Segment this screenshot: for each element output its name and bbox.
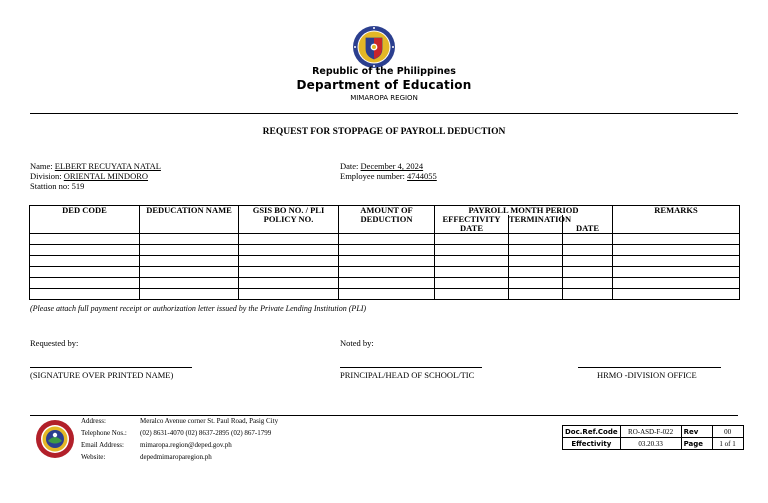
- table-row: [30, 234, 740, 245]
- table-cell[interactable]: [509, 289, 563, 300]
- employee-number-value: 4744055: [407, 171, 437, 181]
- table-cell[interactable]: [613, 234, 740, 245]
- employee-info-left: [30, 161, 161, 191]
- table-row: [30, 267, 740, 278]
- effectivity-label: Effectivity: [563, 438, 621, 450]
- table-cell[interactable]: [435, 278, 509, 289]
- table-cell[interactable]: [30, 234, 140, 245]
- table-cell[interactable]: [140, 245, 239, 256]
- table-row: [30, 289, 740, 300]
- table-cell[interactable]: [563, 267, 613, 278]
- table-cell[interactable]: [435, 289, 509, 300]
- table-cell[interactable]: [30, 278, 140, 289]
- email-label: Email Address:: [81, 441, 124, 449]
- docref-code-label: Doc.Ref.Code: [563, 426, 621, 438]
- noted-by-label: Noted by:: [340, 338, 374, 348]
- page-label: Page: [681, 438, 712, 450]
- rev-value: 00: [712, 426, 743, 438]
- signature-line-hrmo: [578, 367, 721, 368]
- docref-row: [563, 426, 744, 438]
- amount-header: AMOUNT OF DEDUCTION: [339, 206, 435, 234]
- table-cell[interactable]: [239, 267, 339, 278]
- table-cell[interactable]: [509, 267, 563, 278]
- date-row: [340, 161, 437, 171]
- table-cell[interactable]: [435, 256, 509, 267]
- table-header-row: [30, 206, 740, 216]
- table-cell[interactable]: [509, 278, 563, 289]
- table-cell[interactable]: [339, 267, 435, 278]
- table-cell[interactable]: [613, 278, 740, 289]
- table-cell[interactable]: [30, 245, 140, 256]
- table-cell[interactable]: [435, 245, 509, 256]
- deped-seal-logo: [352, 25, 396, 69]
- table-cell[interactable]: [613, 245, 740, 256]
- republic-heading: Republic of the Philippines: [312, 66, 456, 77]
- employee-info-right: [340, 161, 437, 181]
- station-label: Stattion no:: [30, 181, 70, 191]
- division-row: [30, 171, 161, 181]
- email-value: mimaropa.region@deped.gov.ph: [140, 441, 232, 449]
- gsis-policy-header: GSIS BO NO. / PLI POLICY NO.: [239, 206, 339, 234]
- employee-number-label: Employee number:: [340, 171, 405, 181]
- table-cell[interactable]: [239, 289, 339, 300]
- deduction-table: [29, 205, 740, 300]
- table-cell[interactable]: [339, 278, 435, 289]
- table-cell[interactable]: [30, 267, 140, 278]
- attachment-note: (Please attach full payment receipt or authorization letter issued by the Private Lending Institution (PLI): [30, 304, 367, 313]
- name-value: ELBERT RECUYATA NATAL: [54, 161, 161, 171]
- table-cell[interactable]: [140, 234, 239, 245]
- table-cell[interactable]: [435, 234, 509, 245]
- table-cell[interactable]: [239, 256, 339, 267]
- table-cell[interactable]: [140, 256, 239, 267]
- rev-label: Rev: [681, 426, 712, 438]
- region-seal-logo: [35, 419, 75, 459]
- signature-caption: (SIGNATURE OVER PRINTED NAME): [30, 370, 174, 380]
- table-cell[interactable]: [613, 267, 740, 278]
- region-heading: MIMAROPA REGION: [350, 94, 418, 102]
- table-cell[interactable]: [140, 267, 239, 278]
- table-cell[interactable]: [563, 289, 613, 300]
- page-value: 1 of 1: [712, 438, 743, 450]
- station-value: 519: [71, 181, 85, 191]
- table-cell[interactable]: [613, 289, 740, 300]
- effectivity-header: EFFECTIVITY DATE: [435, 215, 509, 234]
- table-cell[interactable]: [563, 278, 613, 289]
- address-value: Meralco Avenue corner St. Paul Road, Pasig City: [140, 417, 279, 425]
- effectivity-value: 03.20.33: [620, 438, 681, 450]
- table-cell[interactable]: [563, 234, 613, 245]
- table-cell[interactable]: [563, 245, 613, 256]
- footer-labels: [81, 415, 127, 463]
- telephone-value: (02) 8631-4070 (02) 8637-2895 (02) 867-1799: [140, 429, 272, 437]
- table-cell[interactable]: [239, 234, 339, 245]
- remarks-header: REMARKS: [613, 206, 740, 234]
- deduction-name-header: DEDUCATION NAME: [140, 206, 239, 234]
- footer-values: [140, 415, 278, 463]
- ded-code-header: DED CODE: [30, 206, 140, 234]
- table-cell[interactable]: [509, 245, 563, 256]
- table-cell[interactable]: [239, 278, 339, 289]
- table-cell[interactable]: [339, 289, 435, 300]
- telephone-label: Telephone Nos.:: [81, 429, 127, 437]
- table-cell[interactable]: [140, 278, 239, 289]
- table-cell[interactable]: [339, 234, 435, 245]
- table-row: [30, 256, 740, 267]
- table-cell[interactable]: [30, 256, 140, 267]
- table-cell[interactable]: [339, 256, 435, 267]
- document-reference-table: [562, 425, 744, 450]
- payroll-period-header: PAYROLL MONTH PERIOD: [435, 206, 613, 216]
- date-label: Date:: [340, 161, 359, 171]
- signature-line-requester: [30, 367, 192, 368]
- website-label: Website:: [81, 453, 106, 461]
- table-cell[interactable]: [140, 289, 239, 300]
- division-label: Division:: [30, 171, 62, 181]
- docref-code-value: RO-ASD-F-022: [620, 426, 681, 438]
- header-divider: [30, 113, 738, 114]
- name-row: [30, 161, 161, 171]
- date-header: DATE: [563, 215, 613, 234]
- table-cell[interactable]: [509, 256, 563, 267]
- table-cell[interactable]: [30, 289, 140, 300]
- table-row: [30, 245, 740, 256]
- department-heading: Department of Education: [296, 78, 472, 92]
- hrmo-caption: HRMO -DIVISION OFFICE: [597, 370, 697, 380]
- station-row: [30, 181, 161, 191]
- table-cell[interactable]: [509, 234, 563, 245]
- table-cell[interactable]: [239, 245, 339, 256]
- table-cell[interactable]: [563, 256, 613, 267]
- footer-divider: [30, 415, 738, 416]
- name-label: Name:: [30, 161, 53, 171]
- date-value: December 4, 2024: [360, 161, 424, 171]
- address-label: Address:: [81, 417, 106, 425]
- table-cell[interactable]: [339, 245, 435, 256]
- docref-row: [563, 438, 744, 450]
- employee-number-row: [340, 171, 437, 181]
- form-title: REQUEST FOR STOPPAGE OF PAYROLL DEDUCTION: [262, 127, 506, 137]
- signature-line-principal: [340, 367, 482, 368]
- division-value: ORIENTAL MINDORO: [63, 171, 149, 181]
- table-cell[interactable]: [435, 267, 509, 278]
- requested-by-label: Requested by:: [30, 338, 79, 348]
- table-cell[interactable]: [613, 256, 740, 267]
- principal-caption: PRINCIPAL/HEAD OF SCHOOL/TIC: [340, 370, 475, 380]
- termination-header: TERMINATION: [509, 215, 563, 234]
- table-row: [30, 278, 740, 289]
- website-value: depedmimaroparegion.ph: [140, 453, 212, 461]
